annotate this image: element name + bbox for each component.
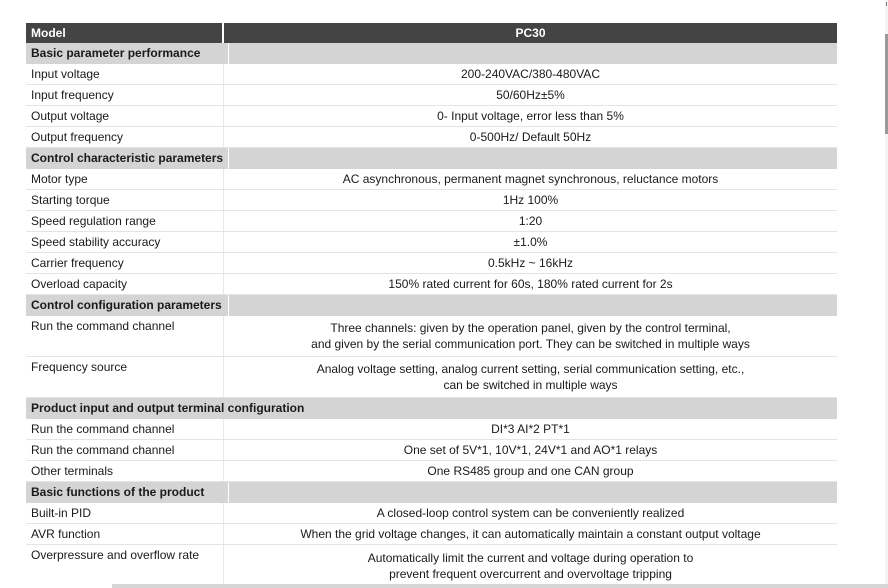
table-row <box>26 85 837 106</box>
row-value-line: prevent frequent overcurrent and overvoltage tripping <box>389 566 672 581</box>
row-label: Run the command channel <box>26 419 224 439</box>
row-label: Run the command channel <box>26 440 224 460</box>
row-label: Motor type <box>26 169 224 189</box>
row-value-line: and given by the serial communication port. They can be switched in multiple ways <box>311 337 750 351</box>
row-value <box>224 316 837 356</box>
row-label: Output frequency <box>26 127 224 147</box>
row-label: Overpressure and overflow rate <box>26 545 224 586</box>
row-value: DI*3 AI*2 PT*1 <box>491 422 570 436</box>
horizontal-scrollbar[interactable] <box>112 584 888 588</box>
row-value: 200-240VAC/380-480VAC <box>461 67 600 81</box>
row-label: Input frequency <box>26 85 224 105</box>
scroll-arrow-icon[interactable] <box>886 2 887 6</box>
row-label: Frequency source <box>26 357 224 397</box>
row-label: Input voltage <box>26 64 224 84</box>
table-header <box>26 23 837 43</box>
row-value: When the grid voltage changes, it can automatically maintain a constant output voltage <box>300 527 761 541</box>
section-title: Basic parameter performance <box>31 43 229 64</box>
row-value-line: Three channels: given by the operation panel, given by the control terminal, <box>330 321 731 335</box>
section-control-characteristic-parameters <box>26 148 837 169</box>
table-row <box>26 106 837 127</box>
table-row <box>26 127 837 148</box>
row-value: A closed-loop control system can be conveniently realized <box>376 506 685 520</box>
header-model: Model <box>26 23 224 43</box>
row-value-line: can be switched in multiple ways <box>443 378 618 392</box>
row-value: 0.5kHz ~ 16kHz <box>487 256 574 270</box>
row-label: Overload capacity <box>26 274 224 294</box>
table-row <box>26 545 837 586</box>
row-label: Output voltage <box>26 106 224 126</box>
section-title: Basic functions of the product <box>31 482 229 503</box>
spec-table <box>26 23 837 586</box>
header-model-value: PC30 <box>515 26 546 40</box>
section-basic-parameter-performance <box>26 43 837 64</box>
row-value: One set of 5V*1, 10V*1, 24V*1 and AO*1 relays <box>403 443 658 457</box>
table-row <box>26 190 837 211</box>
table-row <box>26 64 837 85</box>
row-label: Built-in PID <box>26 503 224 523</box>
table-row <box>26 169 837 190</box>
row-label: Other terminals <box>26 461 224 481</box>
table-row <box>26 419 837 440</box>
row-value: AC asynchronous, permanent magnet synchronous, reluctance motors <box>342 172 719 186</box>
row-label: Run the command channel <box>26 316 224 356</box>
row-value-line: Automatically limit the current and voltage during operation to <box>367 550 694 565</box>
table-row <box>26 253 837 274</box>
section-control-configuration-parameters <box>26 295 837 316</box>
row-label: Starting torque <box>26 190 224 210</box>
row-label: Speed stability accuracy <box>26 232 224 252</box>
row-value <box>224 357 837 397</box>
table-row <box>26 503 837 524</box>
row-label: Speed regulation range <box>26 211 224 231</box>
row-value: 150% rated current for 60s, 180% rated current for 2s <box>388 277 673 291</box>
row-value: 0-500Hz/ Default 50Hz <box>469 130 592 144</box>
table-row <box>26 232 837 253</box>
table-row <box>26 461 837 482</box>
table-row <box>26 357 837 398</box>
row-value <box>224 545 837 586</box>
row-value: 1Hz 100% <box>502 193 559 207</box>
table-row <box>26 440 837 461</box>
table-row <box>26 316 837 357</box>
section-basic-functions <box>26 482 837 503</box>
row-label: Carrier frequency <box>26 253 224 273</box>
section-product-io-terminal-configuration <box>26 398 837 419</box>
row-value: 50/60Hz±5% <box>496 88 565 102</box>
row-value: 1:20 <box>518 214 543 228</box>
row-value: One RS485 group and one CAN group <box>427 464 634 478</box>
row-value-line: Analog voltage setting, analog current setting, serial communication setting, etc., <box>316 362 745 376</box>
row-value: ±1.0% <box>513 235 548 249</box>
table-row <box>26 524 837 545</box>
table-row <box>26 274 837 295</box>
table-row <box>26 211 837 232</box>
section-title: Product input and output terminal configuration <box>31 401 305 415</box>
row-value: 0- Input voltage, error less than 5% <box>437 109 624 123</box>
row-label: AVR function <box>26 524 224 544</box>
section-title: Control characteristic parameters <box>31 148 229 169</box>
section-title: Control configuration parameters <box>31 295 229 316</box>
